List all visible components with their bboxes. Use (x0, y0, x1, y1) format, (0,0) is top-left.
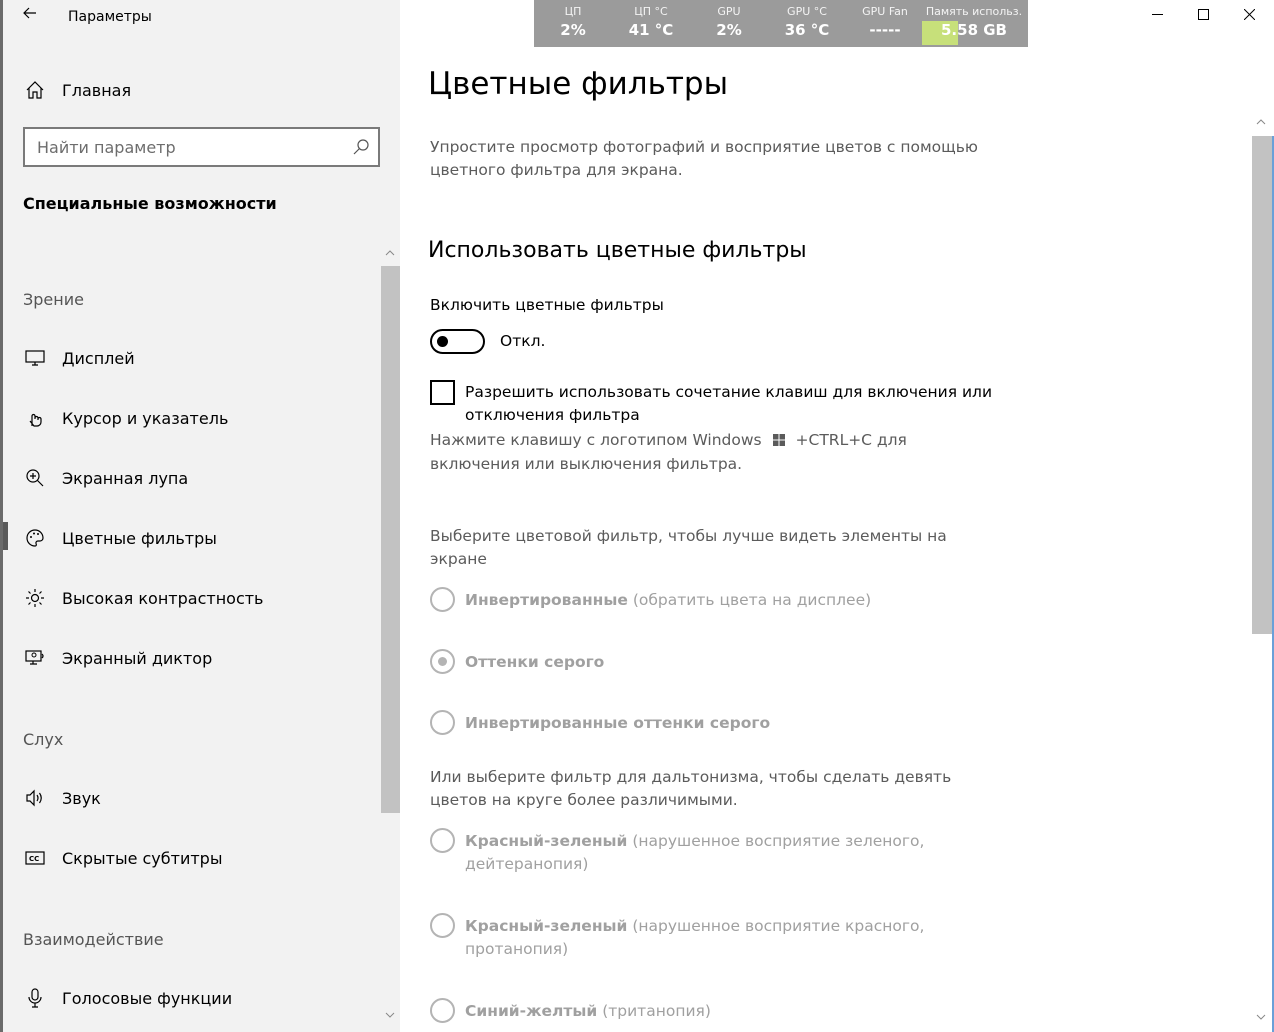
sidebar-item-label: Экранный диктор (62, 648, 213, 668)
sidebar (3, 0, 400, 1032)
filter-desc: (нарушенное восприятие зеленого, дейтеранопия) (465, 832, 925, 873)
sidebar-item-high-contrast[interactable] (23, 583, 373, 613)
search-icon[interactable] (352, 138, 370, 156)
filter-name: Инвертированные оттенки серого (465, 714, 771, 732)
filter-name: Красный-зеленый (465, 832, 628, 850)
perf-value: 36 °C (784, 21, 830, 39)
perf-value: 5.58 GB (941, 21, 1007, 39)
color-filters-toggle[interactable] (430, 329, 485, 354)
monitor-icon (23, 346, 47, 370)
perf-gpu-fan (846, 0, 924, 47)
perf-gpu (690, 0, 768, 47)
radio-inverted-label[interactable] (465, 589, 985, 612)
colorblind-prompt: Или выберите фильтр для дальтонизма, чтобы сделать девять цветов на круге более различимыми. (430, 768, 952, 809)
sidebar-item-label: Экранная лупа (62, 468, 189, 488)
radio-grayscale[interactable] (430, 649, 455, 674)
group-label-vision: Зрение (23, 290, 84, 309)
perf-header: Память использ. (925, 5, 1023, 18)
shortcut-hint-part1: Нажмите клавишу с логотипом Windows (430, 431, 762, 449)
filter-name: Красный-зеленый (465, 917, 628, 935)
sidebar-item-display[interactable] (23, 343, 373, 373)
windows-logo-icon (773, 430, 785, 453)
svg-text:CC: CC (29, 855, 40, 863)
close-icon (1244, 9, 1255, 20)
sidebar-scroll-up-arrow[interactable] (383, 248, 397, 262)
palette-icon (23, 526, 47, 550)
sidebar-item-color-filters[interactable] (23, 523, 373, 553)
group-label-hearing: Слух (23, 730, 64, 749)
radio-deuteranopia-label[interactable] (465, 830, 945, 876)
sidebar-item-sound[interactable] (23, 783, 373, 813)
filter-desc: (обратить цвета на дисплее) (632, 591, 872, 609)
perf-value: 41 °C (628, 21, 674, 39)
perf-value: 2% (560, 21, 586, 39)
radio-tritanopia-label[interactable] (465, 1000, 985, 1023)
cursor-icon (23, 406, 47, 430)
sidebar-item-label: Высокая контрастность (62, 588, 264, 608)
sidebar-item-cursor[interactable] (23, 403, 373, 433)
radio-protanopia[interactable] (430, 913, 455, 938)
radio-tritanopia[interactable] (430, 998, 455, 1023)
sidebar-item-label: Цветные фильтры (62, 528, 217, 548)
maximize-icon (1198, 9, 1209, 20)
perf-cpu-temp (612, 0, 690, 47)
app-title: Параметры (68, 9, 152, 25)
microphone-icon (23, 986, 47, 1010)
selection-indicator (3, 522, 8, 550)
radio-inverted[interactable] (430, 587, 455, 612)
filter-desc: (тританопия) (602, 1002, 711, 1020)
sidebar-item-label: Голосовые функции (62, 988, 233, 1008)
brightness-icon (23, 586, 47, 610)
radio-grayscale-label[interactable] (465, 651, 985, 674)
shortcut-checkbox[interactable] (430, 380, 455, 405)
shortcut-hint-part2: +CTRL+C для включения или выключения фильтра. (430, 431, 907, 473)
maximize-button[interactable] (1180, 0, 1226, 28)
back-button[interactable] (17, 2, 43, 28)
perf-header: GPU °C (787, 5, 827, 18)
section-title: Использовать цветные фильтры (428, 238, 807, 263)
main-scrollbar-thumb[interactable] (1252, 136, 1272, 634)
perf-memory (922, 0, 1026, 47)
perf-header: GPU Fan (862, 5, 908, 18)
toggle-knob (437, 336, 448, 347)
performance-overlay (534, 0, 1028, 47)
toggle-label: Включить цветные фильтры (430, 296, 664, 314)
speaker-icon (23, 786, 47, 810)
narrator-icon (23, 646, 47, 670)
sidebar-item-home[interactable] (23, 76, 131, 104)
filter-name: Синий-желтый (465, 1002, 598, 1020)
perf-cpu (534, 0, 612, 47)
main-content (400, 0, 1250, 1032)
closed-captions-icon (23, 846, 47, 870)
sidebar-item-magnifier[interactable] (23, 463, 373, 493)
sidebar-scrollbar-thumb[interactable] (381, 266, 400, 813)
perf-header: ЦП (564, 5, 582, 18)
filter-prompt: Выберите цветовой фильтр, чтобы лучше видеть элементы на экране (430, 527, 947, 568)
search-placeholder: Найти параметр (37, 138, 176, 157)
main-scroll-up-arrow[interactable] (1254, 117, 1268, 131)
radio-inverted-grayscale[interactable] (430, 710, 455, 735)
radio-protanopia-label[interactable] (465, 915, 945, 961)
radio-deuteranopia[interactable] (430, 828, 455, 853)
group-label-interaction: Взаимодействие (23, 930, 164, 949)
magnifier-icon (23, 466, 47, 490)
sidebar-scroll-down-arrow[interactable] (383, 1010, 397, 1024)
perf-value: ----- (869, 21, 901, 39)
minimize-icon (1152, 9, 1163, 20)
perf-header: GPU (717, 5, 741, 18)
search-input[interactable] (23, 127, 380, 167)
home-icon (23, 78, 47, 102)
filter-desc: (нарушенное восприятие красного, протанопия) (465, 917, 925, 958)
sidebar-item-speech[interactable] (23, 983, 373, 1013)
shortcut-checkbox-label[interactable]: Разрешить использовать сочетание клавиш для включения или отключения фильтра (465, 383, 993, 424)
minimize-button[interactable] (1134, 0, 1180, 28)
home-label: Главная (62, 80, 132, 100)
radio-selected-dot (438, 657, 447, 666)
sidebar-item-narrator[interactable] (23, 643, 373, 673)
shortcut-hint (430, 429, 990, 476)
main-scroll-down-arrow[interactable] (1254, 1012, 1268, 1026)
page-description: Упростите просмотр фотографий и восприятие цветов с помощью цветного фильтра для экрана. (430, 138, 978, 179)
back-arrow-icon (23, 7, 37, 19)
sidebar-item-label: Дисплей (62, 348, 135, 368)
perf-value: 2% (716, 21, 742, 39)
perf-gpu-temp (768, 0, 846, 47)
page-title: Цветные фильтры (428, 66, 729, 102)
sidebar-item-label: Звук (62, 788, 101, 808)
filter-name: Инвертированные (465, 591, 628, 609)
toggle-state-text: Откл. (500, 332, 546, 350)
sidebar-item-closed-captions[interactable] (23, 843, 373, 873)
perf-header: ЦП °C (634, 5, 668, 18)
section-heading: Специальные возможности (23, 194, 277, 213)
close-button[interactable] (1226, 0, 1272, 28)
filter-name: Оттенки серого (465, 653, 605, 671)
radio-inverted-grayscale-label[interactable] (465, 712, 985, 735)
sidebar-item-label: Скрытые субтитры (62, 848, 223, 868)
sidebar-item-label: Курсор и указатель (62, 408, 229, 428)
